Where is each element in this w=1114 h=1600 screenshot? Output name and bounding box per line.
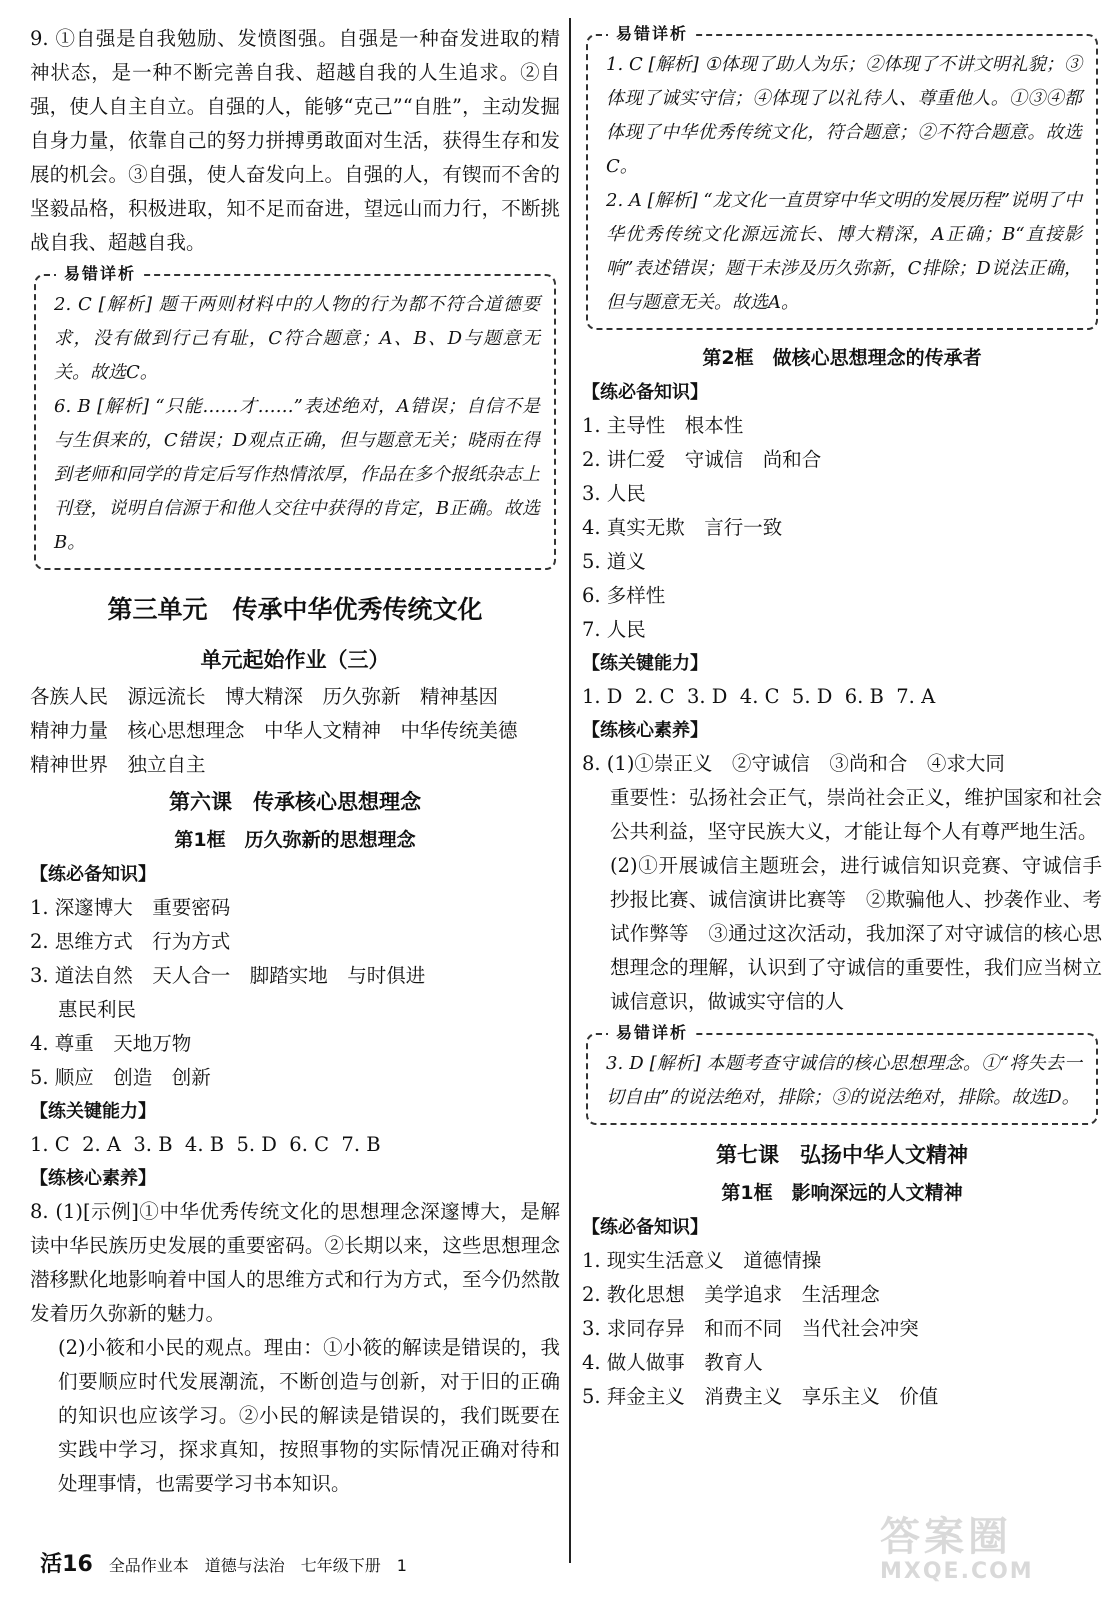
lesson-title: 第七课 弘扬中华人文精神 xyxy=(716,1143,968,1167)
answer-item: 惠民利民 xyxy=(58,998,137,1021)
section-tag: 【练必备知识】 xyxy=(582,382,708,403)
page-footer xyxy=(30,1528,407,1577)
answer-item: 2. 讲仁爱 守诚信 尚和合 xyxy=(582,448,822,471)
answer-item: 3. 道法自然 天人合一 脚踏实地 与时俱进 xyxy=(30,964,426,987)
unit-start-title: 单元起始作业（三） xyxy=(200,648,390,672)
error-analysis-box-1 xyxy=(34,264,556,570)
section-tag: 【练必备知识】 xyxy=(30,864,156,885)
error-analysis-box-2 xyxy=(586,24,1098,330)
answer-item: 8. (1)[示例]①中华优秀传统文化的思想理念深邃博大，是解读中华民族历史发展的重要密码。②长期以来，这些思想理念潜移默化地影响着中国人的思维方式和行为方式，至今仍然散发着历久弥新的魅力。 xyxy=(30,1200,560,1325)
answer-item: 2. 教化思想 美学追求 生活理念 xyxy=(582,1283,880,1306)
watermark-logo xyxy=(880,1515,1090,1595)
answer-item: 4. 真实无欺 言行一致 xyxy=(582,516,783,539)
answer-item: 2. 思维方式 行为方式 xyxy=(30,930,231,953)
answer-item: 1. 深邃博大 重要密码 xyxy=(30,896,231,919)
section-tag: 【练关键能力】 xyxy=(30,1101,156,1122)
analysis-item: 2. C [解析] 题干两则材料中的人物的行为都不符合道德要求，没有做到行己有耻，C符合题意；A、B、D与题意无关。故选C。 xyxy=(54,294,540,383)
keywords-line: 各族人民 源远流长 博大精深 历久弥新 精神基因 xyxy=(30,685,499,708)
analysis-item: 2. A [解析] “龙文化一直贯穿中华文明的发展历程”说明了中华优秀传统文化源远流长、博大精深，A正确；B“直接影响”表述错误；题干未涉及历久弥新，C排除；D说法正确，但与题意无关。故选A。 xyxy=(606,190,1082,313)
answer-item: 8. (1)①崇正义 ②守诚信 ③尚和合 ④求大同 xyxy=(582,752,1005,775)
answer-item: 4. 做人做事 教育人 xyxy=(582,1351,763,1374)
answer-item: 5. 道义 xyxy=(582,550,646,573)
column-divider xyxy=(569,18,571,1563)
answer-item: 5. 顺应 创造 创新 xyxy=(30,1066,211,1089)
choice-answers: 1. C 2. A 3. B 4. B 5. D 6. C 7. B xyxy=(30,1133,381,1156)
answer-item: 3. 求同存异 和而不同 当代社会冲突 xyxy=(582,1317,919,1340)
answer-item: 3. 人民 xyxy=(582,482,646,505)
lesson-title: 第六课 传承核心思想理念 xyxy=(169,790,421,814)
answer-item: 重要性：弘扬社会正气，崇尚社会正义，维护国家和社会公共利益，坚守民族大义，才能让每个人有尊严地生活。 xyxy=(610,786,1102,843)
watermark-url: MXQE.COM xyxy=(880,1559,1034,1584)
answer-item: 7. 人民 xyxy=(582,618,646,641)
section-tag: 【练核心素养】 xyxy=(30,1168,156,1189)
answer-item: (2)①开展诚信主题班会，进行诚信知识竞赛、守诚信手抄报比赛、诚信演讲比赛等 ②欺骗他人、抄袭作业、考试作弊等 ③通过这次活动，我加深了对守诚信的核心思想理念的理解，认识到了守诚信的重要性，我们应当树立诚信意识，做诚实守信的人 xyxy=(610,854,1102,1013)
right-column xyxy=(582,22,1102,1414)
keywords-line: 精神力量 核心思想理念 中华人文精神 中华传统美德 xyxy=(30,719,518,742)
answer-item: 6. 多样性 xyxy=(582,584,666,607)
frame-title: 第2框 做核心思想理念的传承者 xyxy=(702,347,982,369)
section-tag: 【练关键能力】 xyxy=(582,653,708,674)
section-tag: 【练核心素养】 xyxy=(582,720,708,741)
analysis-item: 1. C [解析] ①体现了助人为乐；②体现了不讲文明礼貌；③体现了诚实守信；④体现了以礼待人、尊重他人。①③④都体现了中华优秀传统文化，符合题意；②不符合题意。故选C。 xyxy=(606,54,1082,177)
answer-item: 4. 尊重 天地万物 xyxy=(30,1032,192,1055)
keywords-line: 精神世界 独立自主 xyxy=(30,753,206,776)
page-number: 活16 xyxy=(40,1552,93,1577)
analysis-item: 3. D [解析] 本题考查守诚信的核心思想理念。①“将失去一切自由”的说法绝对，排除；③的说法绝对，排除。故选D。 xyxy=(606,1053,1082,1108)
box-title: 易错详析 xyxy=(608,23,696,45)
frame-title: 第1框 影响深远的人文精神 xyxy=(721,1182,963,1204)
unit-title: 第三单元 传承中华优秀传统文化 xyxy=(107,595,483,624)
choice-answers: 1. D 2. C 3. D 4. C 5. D 6. B 7. A xyxy=(582,685,936,708)
answer-q9: 9. ①自强是自我勉励、发愤图强。自强是一种奋发进取的精神状态，是一种不断完善自我、超越自我的人生追求。②自强，使人自主自立。自强的人，能够“克己”“自胜”，主动发掘自身力量，依靠自己的努力拼搏勇敢面对生活，获得生存和发展的机会。③自强，使人奋发向上。自强的人，有锲而不舍的坚毅品格，积极进取，知不足而奋进，望远山而力行，不断挑战自我、超越自我。 xyxy=(30,27,560,254)
answer-item: (2)小筱和小民的观点。理由：①小筱的解读是错误的，我们要顺应时代发展潮流，不断创造与创新，对于旧的正确的知识也应该学习。②小民的解读是错误的，我们既要在实践中学习，探求真知，按照事物的实际情况正确对待和处理事情，也需要学习书本知识。 xyxy=(58,1336,560,1495)
answer-item: 1. 主导性 根本性 xyxy=(582,414,744,437)
box-title: 易错详析 xyxy=(608,1022,696,1044)
frame-title: 第1框 历久弥新的思想理念 xyxy=(174,829,416,851)
left-column xyxy=(30,22,560,1501)
book-info: 全品作业本 道德与法治 七年级下册 1 xyxy=(108,1556,407,1575)
watermark-text: 答案圈 xyxy=(880,1514,1012,1560)
error-analysis-box-3 xyxy=(586,1023,1098,1125)
answer-item: 5. 拜金主义 消费主义 享乐主义 价值 xyxy=(582,1385,939,1408)
answer-item: 1. 现实生活意义 道德情操 xyxy=(582,1249,822,1272)
analysis-item: 6. B [解析] “只能……才……”表述绝对，A错误；自信不是与生俱来的，C错误；D观点正确，但与题意无关；晓雨在得到老师和同学的肯定后写作热情浓厚，作品在多个报纸杂志上刊登，说明自信源于和他人交往中获得的肯定，B正确。故选B。 xyxy=(54,396,540,553)
box-title: 易错详析 xyxy=(56,263,144,285)
section-tag: 【练必备知识】 xyxy=(582,1217,708,1238)
